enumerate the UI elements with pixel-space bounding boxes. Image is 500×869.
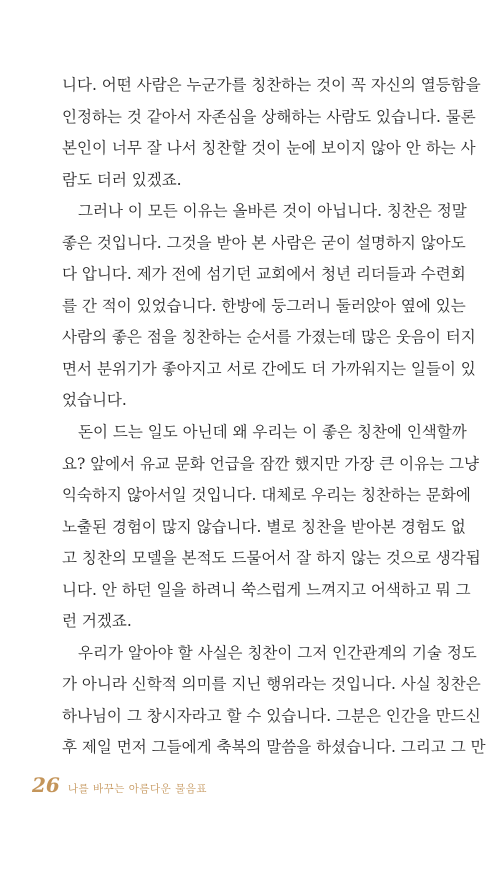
text-line: 런 거겠죠. (62, 612, 132, 631)
text-line: 우리가 알아야 할 사실은 칭찬이 그저 인간관계의 기술 정도 (78, 643, 477, 662)
text-line: 다 압니다. 제가 전에 섬기던 교회에서 청년 리더들과 수련회 (62, 265, 466, 284)
text-line: 었습니다. (62, 391, 127, 410)
text-line: 후 제일 먼저 그들에게 축복의 말씀을 하셨습니다. 그리고 그 만 (62, 738, 486, 757)
text-line: 인정하는 것 같아서 자존심을 상해하는 사람도 있습니다. 물론 (62, 107, 476, 126)
page-number: 26 (32, 773, 60, 797)
text-line: 그러나 이 모든 이유는 올바른 것이 아닙니다. 칭찬은 정말 (78, 202, 467, 221)
text-line: 본인이 너무 잘 나서 칭찬할 것이 눈에 보이지 않아 안 하는 사 (62, 139, 476, 158)
text-line: 니다. 안 하던 일을 하려니 쑥스럽게 느껴지고 어색하고 뭐 그 (62, 580, 471, 599)
text-line: 람도 더러 있겠죠. (62, 170, 182, 189)
running-title: 나를 바꾸는 아름다운 물음표 (67, 783, 208, 795)
text-line: 면서 분위기가 좋아지고 서로 간에도 더 가까워지는 일들이 있 (62, 359, 476, 378)
text-line: 돈이 드는 일도 아닌데 왜 우리는 이 좋은 칭찬에 인색할까 (78, 423, 467, 442)
text-line: 좋은 것입니다. 그것을 받아 본 사람은 굳이 설명하지 않아도 (62, 233, 466, 252)
body-text (62, 70, 486, 764)
text-line: 니다. 어떤 사람은 누군가를 칭찬하는 것이 꼭 자신의 열등함을 (62, 76, 481, 94)
text-line: 익숙하지 않아서일 것입니다. 대체로 우리는 칭찬하는 문화에 (62, 486, 471, 505)
text-line: 고 칭찬의 모델을 본적도 드물어서 잘 하지 않는 것으로 생각됩 (62, 549, 481, 568)
page-footer (32, 773, 207, 803)
text-line: 를 간 적이 있었습니다. 한방에 둥그러니 둘러앉아 옆에 있는 (62, 296, 466, 315)
text-line: 가 아니라 신학적 의미를 지닌 행위라는 것입니다. 사실 칭찬은 (62, 675, 481, 694)
text-line: 사람의 좋은 점을 칭찬하는 순서를 가졌는데 많은 웃음이 터지 (62, 328, 476, 347)
text-line: 하나님이 그 창시자라고 할 수 있습니다. 그분은 인간을 만드신 (62, 706, 481, 725)
text-line: 노출된 경험이 많지 않습니다. 별로 칭찬을 받아본 경험도 없 (62, 517, 466, 536)
text-line: 요? 앞에서 유교 문화 언급을 잠깐 했지만 가장 큰 이유는 그냥 (62, 454, 479, 473)
